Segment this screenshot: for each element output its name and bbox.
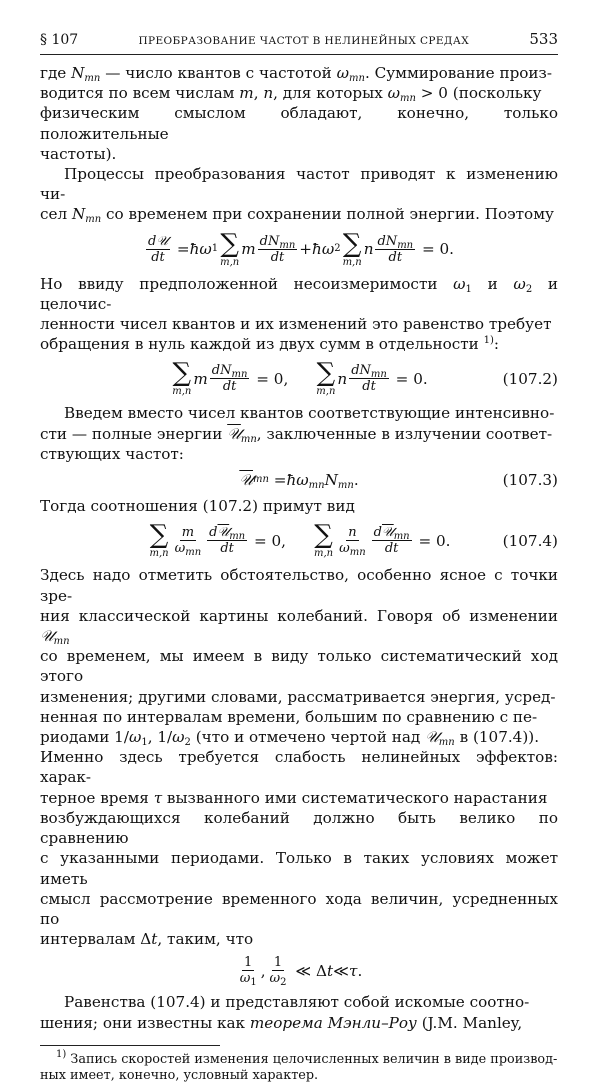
paragraph-4: Введем вместо чисел квантов соответствующие интенсивно- сти — полные энергии 𝒰$_{mn}$, заключенные в излучении соответ- ствующих частот:	[40, 404, 555, 463]
paragraph-2: Процессы преобразования частот приводят к изменению чи- сел $N_{mn}$ со временем при сохранении полной энергии. Поэтому	[40, 165, 558, 226]
paragraph-7: Равенства (107.4) и представляют собой искомые соотно- шения; они известны как теорема Мэнли–Роу (J.M. Manley,	[40, 993, 530, 1032]
equation-tag: (107.3)	[502, 471, 558, 490]
paragraph-6: Здесь надо отметить обстоятельство, особенно ясное с точки зре- ния классической картины колебаний. Говоря об изменении 𝒰$_{mn}$ со временем, мы имеем в виду только систематический ход этого изменения; другими словами, рассматривается энергия, усред- ненная по интервалам времени, большим по сравнению с пе- риодами $1/\omega_1$, $1/\omega_2$ (что и отмечено чертой над 𝒰$_{mn}$ в (107.4)). Именно здесь требуется слабость нелинейных эффектов: харак- терное время τ вызванного ими систематического нарастания возбуждающихся колебаний должно быть велико по сравнению с указанными периодами. Только в таких условиях может иметь смысл рассмотрение временного хода величин, усредненных по интервалам Δt, таким, что	[40, 566, 558, 949]
section-number: § 107	[40, 32, 79, 48]
equation-107-4: ∑ m,n $\frac{m}{\omega_{mn}}$ $\frac{d𝒰_{mn}}{dt}$ = 0, ∑ m,n $\frac{n}{\omega_{mn}}$ $\frac{d𝒰_{mn}}{dt}$ = 0. (107.4)	[149, 520, 558, 560]
equation-tag: (107.4)	[502, 531, 558, 550]
page-body	[40, 63, 558, 1084]
equation-107-2: ∑ m,n m $\frac{dN_{mn}}{dt}$ = 0, ∑ m,n n $\frac{dN_{mn}}{dt}$ = 0. (107.2)	[172, 358, 558, 398]
chapter-title: ПРЕОБРАЗОВАНИЕ ЧАСТОТ В НЕЛИНЕЙНЫХ СРЕДАХ	[138, 35, 470, 47]
paragraph-3: Но ввиду предположенной несоизмеримости $\omega_1$ и $\omega_2$ и целочис- ленности чисел квантов и их изменений это равенство требует обращения в нуль каждой из двух сумм в отдельности $^{1)}$:	[40, 274, 558, 354]
equation-time-scale: $\frac{1}{\omega_1}$ , $\frac{1}{\omega_2}$ ≪ Δ t ≪ τ .	[239, 955, 363, 989]
equation-107-3: 𝒰 mn = $ħ\omega_{mn}N_{mn}$ . (107.3)	[239, 471, 558, 492]
equation-energy-change: $\frac{\text{d𝒰}}{dt}$ = ħω 1 ∑ m,n m $\frac{dN_{mn}}{dt}$ + ħω 2 ∑ m,n n $\frac{dN_{mn}}{dt}$ = 0.	[148, 228, 454, 268]
page-number: 533	[529, 30, 558, 48]
footnote-rule	[40, 1045, 220, 1046]
paragraph-5: Тогда соотношения (107.2) примут вид	[40, 497, 355, 516]
footnote: $^{1)}$ Запись скоростей изменения целочисленных величин в виде производ- ных имеет, конечно, условный характер.	[40, 1048, 558, 1083]
paragraph-1: где $N_{mn}$ — число квантов с частотой $\omega_{mn}$. Суммирование произ- водится по всем числам m, n, для которых $\omega_{mn} > 0$ (поскольку физическим смыслом обладают, конечно, только положительные частоты).	[40, 64, 558, 163]
running-head	[40, 30, 558, 55]
equation-tag: (107.2)	[502, 369, 558, 388]
